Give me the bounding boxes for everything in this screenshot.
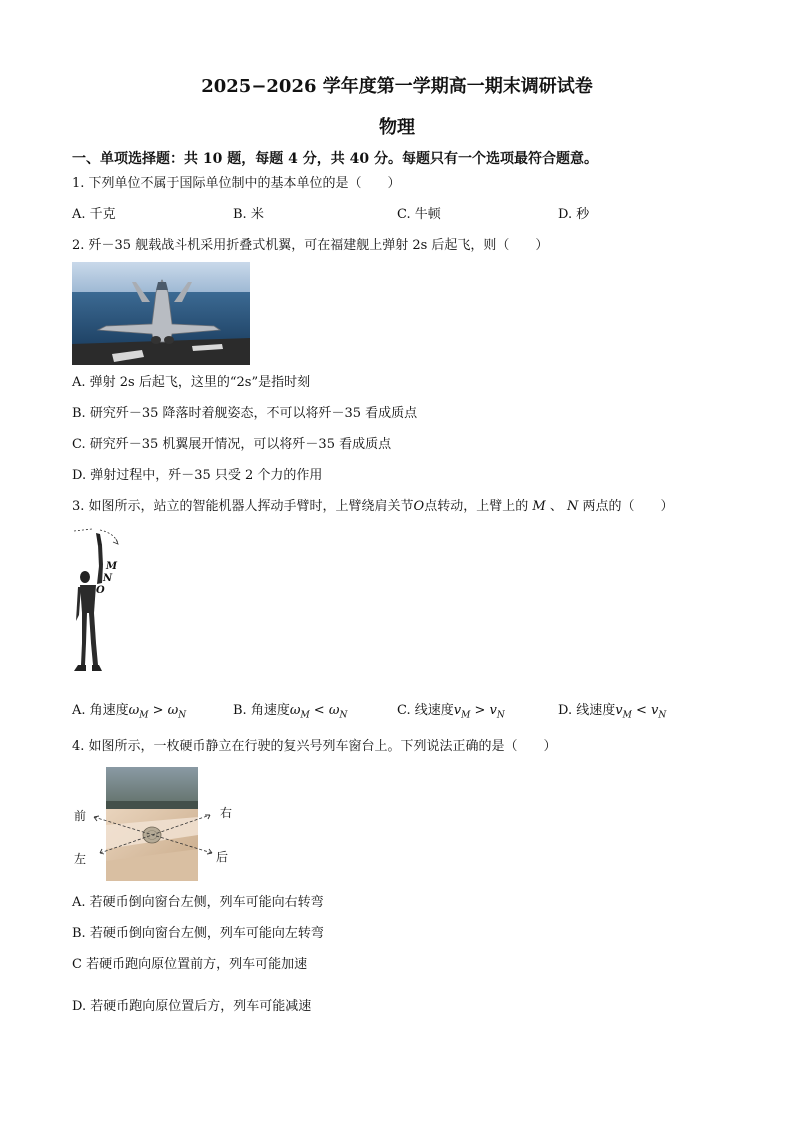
q1-option-a: A. 千克: [72, 207, 116, 222]
q3-option-b: B. 角速度$\omega_M < \omega_N$: [233, 703, 348, 721]
label-left: 左: [74, 852, 87, 866]
q2-option-b: B. 研究歼－35 降落时着舰姿态，不可以将歼－35 看成质点: [72, 406, 418, 421]
q4-option-c: C 若硬币跑向原位置前方，列车可能加速: [72, 957, 308, 972]
point-n: N: [566, 499, 579, 514]
q1-option-c: C. 牛顿: [397, 207, 441, 222]
q2-option-c: C. 研究歼－35 机翼展开情况，可以将歼－35 看成质点: [72, 437, 392, 452]
label-front: 前: [74, 809, 87, 823]
coin-figure: [72, 765, 242, 883]
subject-title: 物理: [379, 117, 415, 138]
label-m: M: [106, 561, 118, 572]
label-n: N: [103, 573, 113, 584]
q3-stem: 3. 如图所示，站立的智能机器人挥动手臂时，上臂绕肩关节O点转动，上臂上的 M 、 N 两点的（ ）: [72, 499, 674, 514]
q2-option-d: D. 弹射过程中，歼－35 只受 2 个力的作用: [72, 468, 323, 483]
label-back: 后: [216, 850, 229, 864]
q3-option-a: A. 角速度$\omega_M > \omega_N$: [72, 703, 187, 721]
q2-stem: 2. 歼－35 舰载战斗机采用折叠式机翼，可在福建舰上弹射 2s 后起飞，则（ ）: [72, 238, 549, 253]
point-o: O: [413, 499, 425, 514]
jet-photo: [72, 262, 250, 365]
q3-option-c: C. 线速度$v_M > v_N$: [397, 703, 505, 721]
q2-option-a: A. 弹射 2s 后起飞，这里的“2s”是指时刻: [72, 375, 311, 390]
point-m: M: [532, 499, 546, 514]
q1-stem: 1. 下列单位不属于国际单位制中的基本单位的是（ ）: [72, 176, 401, 191]
q4-option-a: A. 若硬币倒向窗台左侧，列车可能向右转弯: [72, 895, 324, 910]
q1-option-b: B. 米: [233, 207, 264, 222]
q3-option-d: D. 线速度$v_M < v_N$: [558, 703, 667, 721]
q1-option-d: D. 秒: [558, 207, 590, 222]
exam-title: 2025−2026 学年度第一学期高一期末调研试卷: [201, 76, 593, 97]
label-right: 右: [220, 806, 233, 820]
robot-figure: [72, 525, 127, 680]
label-o: O: [96, 585, 105, 596]
section-heading: 一、单项选择题：共 10 题，每题 4 分，共 40 分。每题只有一个选项最符合题意。: [72, 151, 598, 167]
q4-option-d: D. 若硬币跑向原位置后方，列车可能减速: [72, 999, 312, 1014]
q4-option-b: B. 若硬币倒向窗台左侧，列车可能向左转弯: [72, 926, 324, 941]
q4-stem: 4. 如图所示，一枚硬币静立在行驶的复兴号列车窗台上。下列说法正确的是（ ）: [72, 739, 557, 754]
